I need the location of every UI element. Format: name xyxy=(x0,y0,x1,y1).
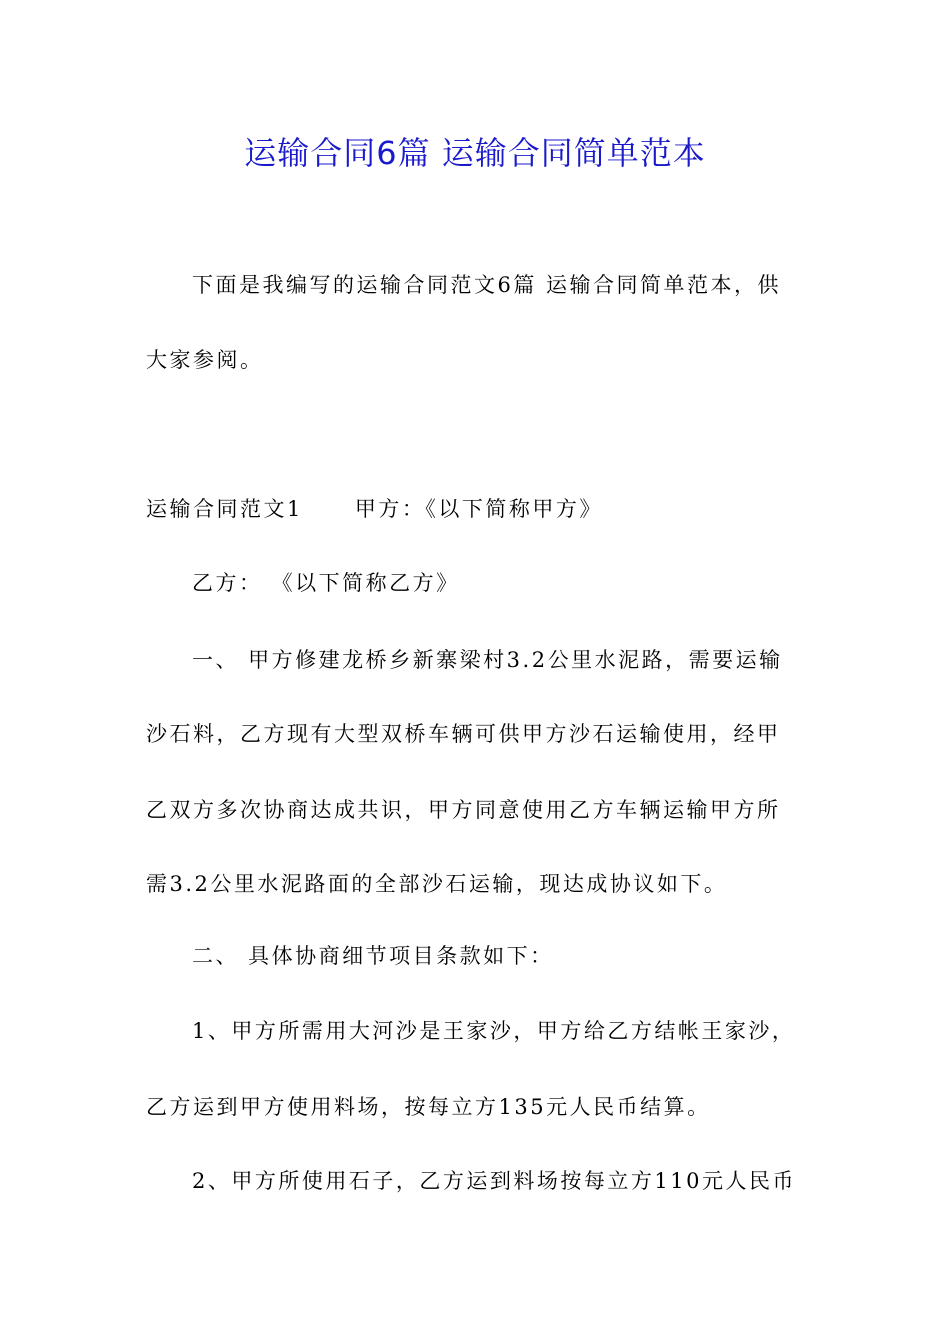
paragraph-line: 二、 具体协商细节项目条款如下： xyxy=(192,944,554,968)
section-heading-line xyxy=(146,494,816,524)
party-a-label: 甲方：《以下简称甲方》 xyxy=(354,497,603,521)
section-heading: 运输合同范文1 xyxy=(146,497,303,521)
party-b-line: 乙方： 《以下简称乙方》 xyxy=(192,571,460,595)
paragraph-line: 大家参阅。 xyxy=(146,348,264,372)
paragraph-line: 沙石料，乙方现有大型双桥车辆可供甲方沙石运输使用，经甲 xyxy=(146,722,781,746)
paragraph-line: 下面是我编写的运输合同范文6篇 运输合同简单范本，供 xyxy=(192,273,782,297)
paragraph-line: 乙双方多次协商达成共识，甲方同意使用乙方车辆运输甲方所 xyxy=(146,798,781,822)
paragraph-line: 乙方运到甲方使用料场，按每立方135元人民币结算。 xyxy=(146,1095,711,1119)
document-title: 运输合同6篇 运输合同简单范本 xyxy=(244,134,706,172)
paragraph-line: 一、 甲方修建龙桥乡新寨梁村3.2公里水泥路，需要运输 xyxy=(192,648,783,672)
paragraph-line: 1、甲方所需用大河沙是王家沙，甲方给乙方结帐王家沙， xyxy=(192,1019,796,1043)
paragraph-line: 需3.2公里水泥路面的全部沙石运输，现达成协议如下。 xyxy=(146,872,728,896)
paragraph-line: 2、甲方所使用石子，乙方运到料场按每立方110元人民币 xyxy=(192,1169,796,1193)
